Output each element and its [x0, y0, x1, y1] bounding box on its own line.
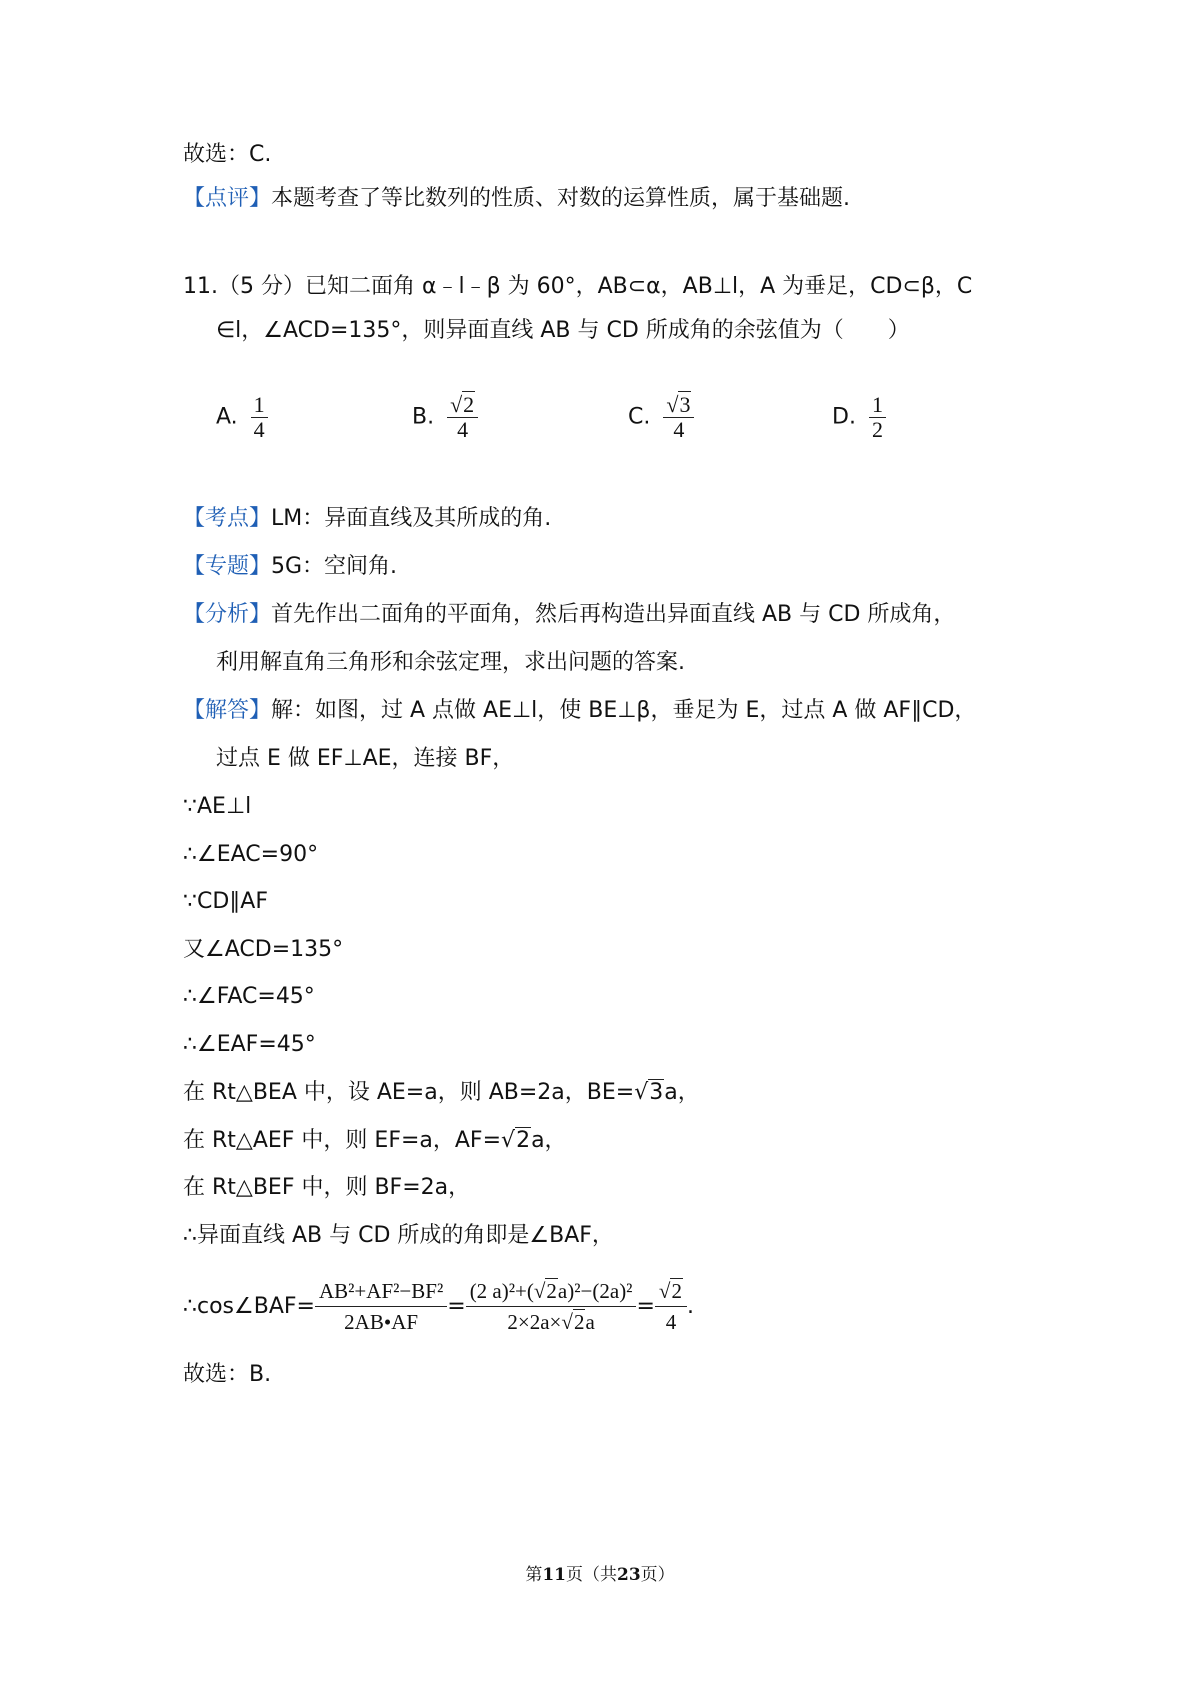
question-11-line-1: 11.（5 分）已知二面角 α﹣l﹣β 为 60°，AB⊂α，AB⊥l，A 为垂足，CD⊂β，C: [183, 274, 973, 299]
sqrt-symbol: √3: [666, 392, 691, 417]
step-6: ∴∠EAF=45°: [183, 1032, 316, 1057]
solution-text-1: 解：如图，过 A 点做 AE⊥l，使 BE⊥β，垂足为 E，过点 A 做 AF∥CD，: [271, 698, 977, 723]
formula-prefix: ∴cos∠BAF=: [183, 1294, 315, 1319]
formula-fraction-1-denominator: 2AB•AF: [315, 1306, 447, 1335]
topic-tag: 【专题】: [183, 554, 272, 579]
step-8: [183, 1126, 567, 1156]
knowledge-point-text: LM：异面直线及其所成的角.: [271, 506, 552, 531]
choice-d-label: D.: [832, 404, 856, 430]
step-3: ∵CD∥AF: [183, 889, 269, 914]
equals-sign: =: [636, 1294, 655, 1319]
sqrt-symbol: √2: [501, 1128, 531, 1153]
choice-b-label: B.: [412, 404, 435, 430]
topic-text: 5G：空间角.: [271, 554, 398, 579]
formula-fraction-3-denominator: 4: [655, 1306, 687, 1335]
formula-fraction-3: [655, 1278, 687, 1335]
fraction-3-radicand: 2: [671, 1279, 682, 1303]
choice-d-numerator: 1: [871, 392, 883, 417]
step-9: 在 Rt△BEF 中，则 BF=2a，: [183, 1175, 471, 1200]
fraction-2-den-part-b: a: [585, 1310, 595, 1334]
choice-a-label: A.: [216, 404, 238, 430]
comment-line: [183, 184, 850, 214]
choice-c-fraction: [663, 393, 694, 442]
formula-fraction-2-numerator: [466, 1278, 637, 1306]
choice-b-denominator: 4: [447, 417, 478, 442]
step-7: [183, 1078, 700, 1108]
cosine-formula: [183, 1278, 694, 1335]
comment-text: 本题考查了等比数列的性质、对数的运算性质，属于基础题.: [271, 186, 851, 211]
formula-fraction-1-numerator: AB²+AF²−BF²: [318, 1279, 444, 1303]
sqrt-symbol: √3: [634, 1080, 664, 1105]
formula-fraction-2-denominator: [466, 1306, 637, 1335]
fraction-2-den-radicand: 2: [573, 1310, 585, 1334]
analysis-tag: 【分析】: [183, 602, 272, 627]
choice-c-label: C.: [628, 404, 651, 430]
choice-a: [216, 393, 268, 442]
page-number: 11: [542, 1565, 566, 1585]
step-5: ∴∠FAC=45°: [183, 984, 315, 1009]
choice-d: [832, 393, 886, 442]
sqrt-symbol: √2: [561, 1310, 585, 1334]
comment-tag: 【点评】: [183, 186, 272, 211]
step-8-suffix: a，: [531, 1128, 567, 1153]
choice-d-denominator: 2: [869, 417, 886, 442]
choice-a-numerator: 1: [253, 392, 265, 417]
choice-b-radicand: 2: [463, 392, 475, 417]
fraction-2-num-part-a: (2 a)²+(: [469, 1279, 534, 1303]
solution-tag: 【解答】: [183, 698, 272, 723]
step-4: 又∠ACD=135°: [183, 937, 344, 962]
choice-c: [628, 393, 694, 442]
question-11-line-2: ∈l，∠ACD=135°，则异面直线 AB 与 CD 所成角的余弦值为（ ）: [216, 318, 910, 343]
choice-b-numerator: [447, 393, 478, 417]
choice-a-fraction: [251, 393, 268, 442]
knowledge-point-line: [183, 504, 551, 534]
analysis-text-1: 首先作出二面角的平面角，然后再构造出异面直线 AB 与 CD 所成角，: [271, 602, 956, 627]
footer-prefix: 第: [525, 1565, 543, 1585]
solution-line-2: 过点 E 做 EF⊥AE，连接 BF，: [216, 746, 515, 771]
choice-b-fraction: [447, 393, 478, 442]
formula-fraction-2: [466, 1278, 637, 1335]
sqrt-symbol: √2: [658, 1279, 682, 1303]
choice-b: [412, 393, 478, 442]
fraction-2-num-radicand: 2: [546, 1279, 557, 1303]
sqrt-symbol: √2: [533, 1279, 557, 1303]
choice-a-denominator: 4: [251, 417, 268, 442]
choice-c-numerator: [663, 393, 694, 417]
sqrt-symbol: √2: [450, 392, 475, 417]
formula-period: .: [686, 1294, 694, 1319]
footer-middle: 页（共: [566, 1565, 617, 1585]
equals-sign: =: [447, 1294, 466, 1319]
fraction-2-num-part-b: a)²−(2a)²: [557, 1279, 633, 1303]
choice-c-radicand: 3: [679, 392, 691, 417]
step-2: ∴∠EAC=90°: [183, 842, 319, 867]
solution-line-1: [183, 696, 976, 726]
answer-line-c: 故选：C.: [183, 142, 272, 167]
page-footer: [0, 1560, 1200, 1585]
step-8-radicand: 2: [516, 1128, 531, 1153]
step-1: ∵AE⊥l: [183, 794, 252, 819]
step-7-text: 在 Rt△BEA 中，设 AE=a，则 AB=2a，BE=: [183, 1080, 635, 1105]
step-7-suffix: a，: [664, 1080, 700, 1105]
total-pages: 23: [617, 1565, 641, 1585]
footer-suffix: 页）: [640, 1565, 675, 1585]
formula-fraction-3-numerator: [655, 1278, 687, 1306]
analysis-line-2: 利用解直角三角形和余弦定理，求出问题的答案.: [216, 650, 685, 675]
fraction-2-den-part-a: 2×2a×: [507, 1310, 562, 1334]
step-7-radicand: 3: [649, 1080, 664, 1105]
analysis-line-1: [183, 600, 955, 630]
final-answer-b: 故选：B.: [183, 1362, 272, 1387]
choice-d-fraction: [869, 393, 886, 442]
step-10: ∴异面直线 AB 与 CD 所成的角即是∠BAF，: [183, 1223, 614, 1248]
knowledge-point-tag: 【考点】: [183, 506, 272, 531]
choice-c-denominator: 4: [663, 417, 694, 442]
topic-line: [183, 552, 397, 582]
formula-fraction-1: [315, 1278, 447, 1335]
step-8-text: 在 Rt△AEF 中，则 EF=a，AF=: [183, 1128, 502, 1153]
